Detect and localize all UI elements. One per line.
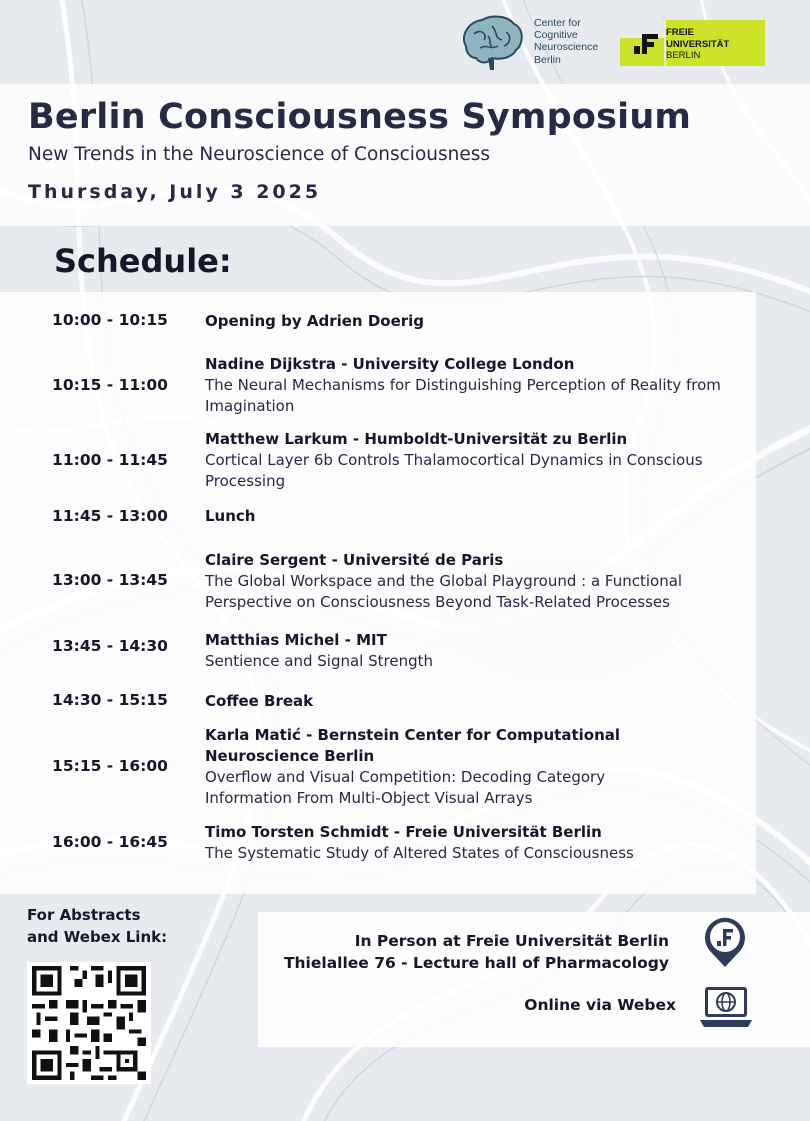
schedule-speaker: Coffee Break (205, 692, 314, 710)
online-webex: Online via Webex (524, 996, 676, 1014)
schedule-speaker: Timo Torsten Schmidt - Freie Universität Berlin (205, 823, 602, 841)
schedule-time: 10:00 - 10:15 (52, 311, 168, 329)
schedule-talk-title: Cortical Layer 6b Controls Thalamocortical Dynamics in Conscious Processing (205, 451, 703, 490)
schedule-item (205, 354, 745, 417)
schedule-talk-title: Overflow and Visual Competition: Decoding Category Information From Multi-Object Visual Arrays (205, 768, 606, 807)
schedule-speaker: Karla Matić - Bernstein Center for Computational Neuroscience Berlin (205, 726, 621, 765)
schedule-time: 13:45 - 14:30 (52, 637, 168, 655)
ccn-logo-text: Center for Cognitive Neuroscience Berlin (534, 17, 599, 66)
schedule-item (205, 311, 745, 332)
schedule-speaker: Matthias Michel - MIT (205, 631, 387, 649)
abstracts-label: For Abstracts and Webex Link: (27, 906, 168, 946)
schedule-time: 11:45 - 13:00 (52, 507, 168, 525)
schedule-item (205, 429, 745, 492)
logo-bar (458, 14, 768, 72)
schedule-time: 15:15 - 16:00 (52, 757, 168, 775)
page-title: Berlin Consciousness Symposium (28, 97, 692, 137)
schedule-speaker: Opening by Adrien Doerig (205, 312, 425, 330)
schedule-speaker: Claire Sergent - Université de Paris (205, 551, 504, 569)
laptop-globe-icon (700, 984, 752, 1030)
schedule-item (205, 506, 745, 527)
schedule-item (205, 550, 750, 613)
schedule-speaker: Lunch (205, 507, 256, 525)
fu-mark-icon (634, 28, 660, 54)
schedule-item (205, 630, 745, 672)
schedule-time: 14:30 - 15:15 (52, 691, 168, 709)
event-date: Thursday, July 3 2025 (28, 181, 322, 203)
schedule-talk-title: Sentience and Signal Strength (205, 652, 434, 670)
schedule-talk-title: The Neural Mechanisms for Distinguishing Perception of Reality from Imagination (205, 376, 721, 415)
fu-berlin-logo: FREIE UNIVERSITÄT BERLIN (620, 20, 765, 66)
schedule-heading: Schedule: (54, 242, 232, 280)
schedule-speaker: Matthew Larkum - Humboldt-Universität zu Berlin (205, 430, 628, 448)
schedule-speaker: Nadine Dijkstra - University College London (205, 355, 575, 373)
schedule-item (205, 691, 745, 712)
schedule-talk-title: The Global Workspace and the Global Playground : a Functional Perspective on Consciousness Beyond Task-Related Processes (205, 572, 683, 611)
schedule-time: 16:00 - 16:45 (52, 833, 168, 851)
schedule-time: 10:15 - 11:00 (52, 376, 168, 394)
qr-code[interactable] (27, 962, 151, 1084)
schedule-item (205, 822, 745, 864)
brain-icon (458, 14, 524, 72)
schedule-time: 13:00 - 13:45 (52, 571, 168, 589)
schedule-talk-title: The Systematic Study of Altered States of Consciousness (205, 844, 634, 862)
in-person-location: In Person at Freie Universität Berlin Thielallee 76 - Lecture hall of Pharmacology (283, 932, 669, 972)
page-subtitle: New Trends in the Neuroscience of Consciousness (28, 144, 491, 165)
schedule-time: 11:00 - 11:45 (52, 451, 168, 469)
schedule-item (205, 725, 635, 809)
map-pin-icon (700, 917, 750, 969)
